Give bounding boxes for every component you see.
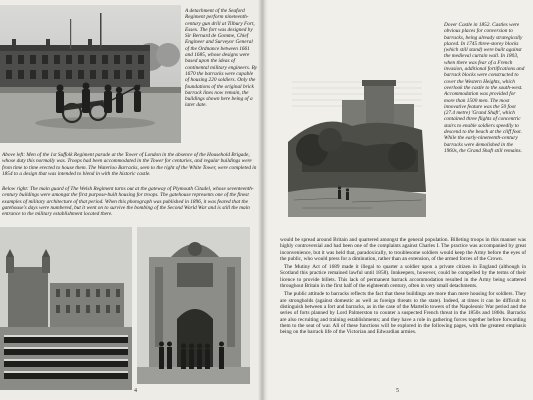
tower-of-london-caption-text: Above left: Men of the 1st Suffolk Regiment parade at the Tower of London in the absence of the Household Brigade, whose duty this normally was. Troops had been accommodated in the Tower for centuries, and regular buildings were from time to time erected to house them. The Waterloo Barracks, seen to the right of the White Tower, were completed in 1854 to a design that was intended to blend in with the historic castle. <box>2 152 257 177</box>
body-paragraph: would be spread around Britain and quartered amongst the general population. Billeting troops in this manner was highly controversial and had been one of the complaints against Charles I. The practice was accompanied by great inconvenience, but it was held that, paradoxically, to troublesome soldiers would keep the Army before the eyes of the public, who would press for a diminution, rather than an extension, of the armed forces of the Crown. <box>280 237 526 262</box>
plymouth-citadel-image <box>137 227 250 384</box>
body-paragraph: The public attitude to barracks reflects the fact that these buildings are more than mere housing for soldiers. They are strongholds (against domestic as well as foreign threats to the state). Indeed, at times it can be difficult to distinguish between a fort and barracks, as in the case of the Martello towers of the Napoleonic War period and the series of forts planned by Lord Palmerston to counter a suspected French threat in the 1850s and 1860s. Barracks are also recruiting and training establishments; and they have a role in gathering forces together before forwarding them to the seat of war. All of these functions will be explored in the following pages, with the greatest emphasis being on the barrack life of the Victorian and Edwardian armies. <box>280 291 526 336</box>
tower-of-london-image <box>0 227 132 390</box>
plymouth-citadel-caption <box>2 186 257 224</box>
body-text <box>280 237 526 387</box>
book-gutter <box>258 0 268 400</box>
dover-castle-image <box>282 22 432 232</box>
page-number-left: 4 <box>134 388 137 394</box>
dover-castle-caption <box>444 22 526 234</box>
plymouth-citadel-caption-text: Below right: The main guard of The Welsh Regiment turns out at the gateway of Plymouth Citadel, whose seventeenth-century buildings were amongst the first purpose-built housing for troops. The gatehouse represents one of the finest examples of military architecture of that period. When this photograph was published in 1896, it was feared that the gatehouse's days were numbered, but it went on to survive the bombing of the Second World War and is still the main entrance to the military establishment located there. <box>2 186 254 218</box>
left-page <box>0 0 262 400</box>
tilbury-caption <box>185 8 258 148</box>
plymouth-citadel-photo <box>137 227 250 384</box>
page-number-right: 5 <box>396 388 399 394</box>
dover-castle-engraving <box>282 22 432 232</box>
body-paragraph: The Mutiny Act of 1689 made it illegal to quarter a soldier upon a private citizen in England (although in Scotland this practice remained lawful until 1858). Innkeepers, however, could be compelled by the terms of their licence to provide billets. This lack of permanent barrack accommodation resulted in the Army being scattered throughout Britain in the first half of the eighteenth century, often in very small detachments. <box>280 264 526 290</box>
tower-of-london-photo <box>0 227 132 390</box>
right-page <box>262 0 533 400</box>
dover-castle-caption-text: Dover Castle in 1852. Castles were obvious places for conversion to barracks, being already strategically placed. In 1745 three-storey blocks (which still stand) were built against the medieval curtain wall. In 1803, when there was fear of a French invasion, additional fortifications and barrack blocks were constructed to cover the Western Heights, which overlook the castle to the south-west. Accommodation was provided for more than 1500 men. The most innovative feature was the 50 foot (27.4 metre) 'Grand Shaft', which contained three flights of concentric stairs to enable soldiers speedily to descend to the beach at the cliff foot. While the early-nineteenth-century barracks were demolished in the 1960s, the Grand Shaft still remains. <box>444 22 525 154</box>
tilbury-fort-photo <box>0 5 181 143</box>
tilbury-fort-image <box>0 5 181 143</box>
tilbury-caption-text: A detachment of the Seaford Regiment perform nineteenth-century gun drill at Tilbury Fort, Essex. The fort was designed by Sir Bernard de Gomme, Chief Engineer and Surveyor General of the Ordnance between 1661 and 1685, whose designs were based upon the ideas of continental military engineers. By 1670 the barracks were capable of housing 220 soldiers. Only the foundations of the original brick barrack lines now remain, the buildings shown here being of a later date. <box>185 8 258 109</box>
tower-of-london-caption <box>2 152 257 190</box>
